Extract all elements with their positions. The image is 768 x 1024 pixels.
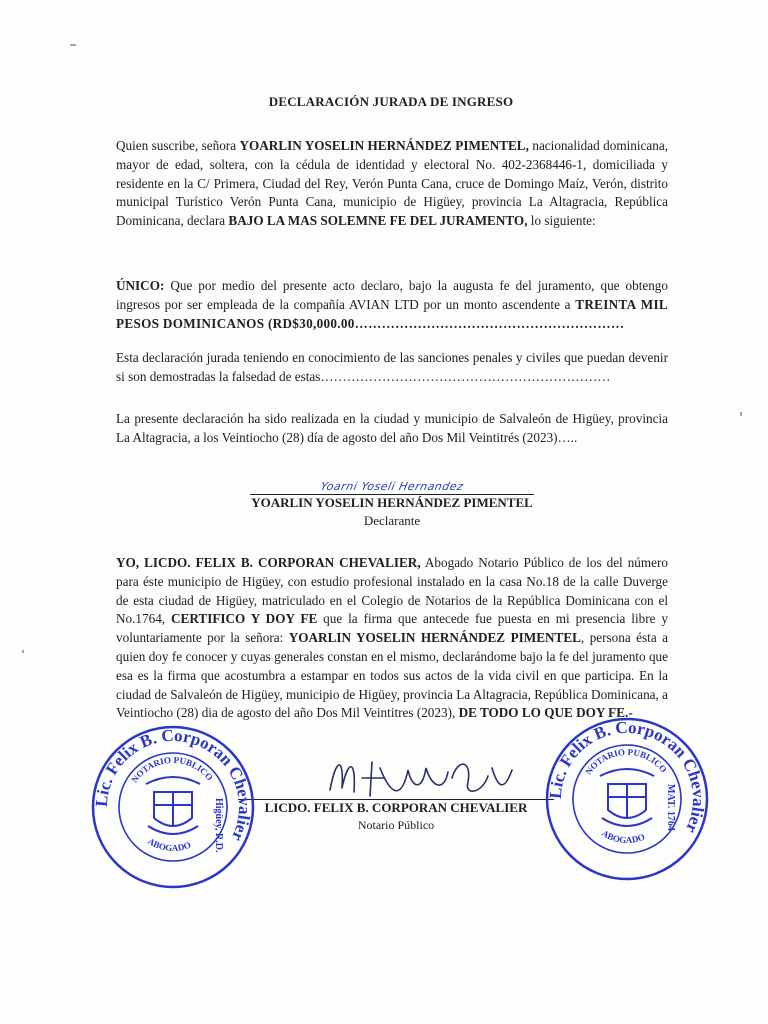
seal-inner-top-text: NOTARIO PUBLICO bbox=[583, 746, 669, 777]
notary-seal-right bbox=[542, 714, 712, 884]
declarant-name-bold: YOARLIN YOSELIN HERNÁNDEZ PIMENTEL, bbox=[239, 138, 529, 153]
document-title: DECLARACIÓN JURADA DE INGRESO bbox=[268, 94, 514, 109]
scan-speck bbox=[70, 44, 76, 46]
seal-ring-text: Lic. Felix B. Corporan Chevalier bbox=[91, 725, 255, 845]
certify-phrase-bold: CERTIFICO Y DOY FE bbox=[171, 611, 318, 627]
coat-of-arms-icon bbox=[146, 777, 200, 834]
oath-phrase-bold: BAJO LA MAS SOLEMNE FE DEL JURAMENTO, bbox=[228, 213, 528, 229]
sanctions-paragraph: Esta declaración jurada teniendo en conocimiento de las sanciones penales y civiles que puedan devenir si son demostradas la falsedad de estas………………………………………………………… bbox=[116, 350, 668, 384]
notary-role: Notario Público bbox=[357, 818, 435, 832]
place-date-paragraph: La presente declaración ha sido realizada en la ciudad y municipio de Salvaleón de Higüey, provincia La Altagracia, a los Veintiocho (28) día de agosto del año Dos Mil Veintitrés (2023)….. bbox=[116, 411, 668, 445]
declarant-name: YOARLIN YOSELIN HERNÁNDEZ PIMENTEL bbox=[251, 495, 533, 510]
coat-of-arms-icon bbox=[600, 769, 654, 826]
declarant-signature-block bbox=[250, 480, 534, 529]
notary-name: LICDO. FELIX B. CORPORAN CHEVALIER bbox=[264, 800, 528, 815]
seal-inner-bottom-text: ABOGADO bbox=[146, 835, 193, 854]
declarant-handwritten-signature: Yoarni Yoseli Hernandez bbox=[319, 480, 465, 493]
seal-ring-text: Lic. Felix B. Corporan Chevalier bbox=[545, 717, 709, 837]
signer-name-bold: YOARLIN YOSELIN HERNÁNDEZ PIMENTEL bbox=[288, 630, 581, 646]
seal-side-right-text: Higüey, R.D. bbox=[213, 798, 224, 853]
notary-intro-bold: YO, LICDO. FELIX B. CORPORAN CHEVALIER, bbox=[116, 555, 421, 570]
notary-seal-left bbox=[88, 722, 258, 892]
income-amount-bold: TREINTA MIL PESOS DOMINICANOS (RD$30,000.00…………………………………………………… bbox=[116, 296, 669, 331]
notary-signature-block bbox=[238, 799, 554, 833]
declarant-identification-paragraph: Quien suscribe, señora YOARLIN YOSELIN HERNÁNDEZ PIMENTEL, nacionalidad dominicana, mayor de edad, soltera, con la cédula de identidad y electoral No. 402-2368446-1, domiciliada y residente en la C/ Primera, Ciudad del Rey, Verón Punta Cana, cruce de Domingo Maíz, Verón, distrito municipal Turístico Verón Punta Cana, municipio de Higüey, provincia La Altagracia, República Dominicana, declara BAJO LA MAS SOLEMNE FE DEL JURAMENTO, lo siguiente: bbox=[116, 138, 668, 229]
notary-certification-paragraph: YO, LICDO. FELIX B. CORPORAN CHEVALIER, Abogado Notario Público de los del número para éste municipio de Higüey, con estudio profesional instalado en la casa No.18 de la calle Duverge de esta ciudad de Higüey, matriculado en el Colegio de Notarios de la República Dominicana con el No.1764, CERTIFICO Y DOY FE que la firma que antecede fue puesta en mi presencia libre y voluntariamente por la señora: YOARLIN YOSELIN HERNÁNDEZ PIMENTEL, persona ésta a quien doy fe conocer y cuyas generales constan en el mismo, declarándome bajo la fe del juramento que esa es la firma que acostumbra a estampar en todos sus actos de la vida civil en que participa. En la ciudad de Salvaleón de Higüey, municipio de Higüey, provincia La Altagracia, República Dominicana, a Veintiocho (28) dia de agosto del año Dos Mil Veintitres (2023), DE TODO LO QUE DOY FE.- bbox=[116, 555, 668, 721]
scan-speck bbox=[740, 412, 742, 416]
svg-text:NOTARIO PUBLICO bbox=[129, 755, 215, 785]
svg-text:ABOGADO bbox=[600, 828, 646, 845]
scan-speck bbox=[22, 650, 24, 653]
seal-side-left-text: MAT. 1764 bbox=[665, 784, 676, 831]
declarant-role: Declarante bbox=[363, 513, 421, 528]
seal-inner-bottom-text: ABOGADO bbox=[600, 827, 647, 846]
svg-text:NOTARIO PUBLICO bbox=[583, 747, 669, 777]
income-declaration-paragraph: ÚNICO: Que por medio del presente acto declaro, bajo la augusta fe del juramento, que obtengo ingresos por ser empleada de la compañía AVIAN LTD por un monto ascendente a TREINTA MIL PESOS DOMINICANOS (RD$30,000.00…………………………………………………… bbox=[116, 278, 669, 331]
svg-text:ABOGADO bbox=[146, 836, 192, 853]
unico-label: ÚNICO: bbox=[116, 278, 165, 293]
closing-phrase-bold: DE TODO LO QUE DOY FE.- bbox=[458, 705, 633, 721]
seal-inner-top-text: NOTARIO PUBLICO bbox=[129, 754, 215, 785]
